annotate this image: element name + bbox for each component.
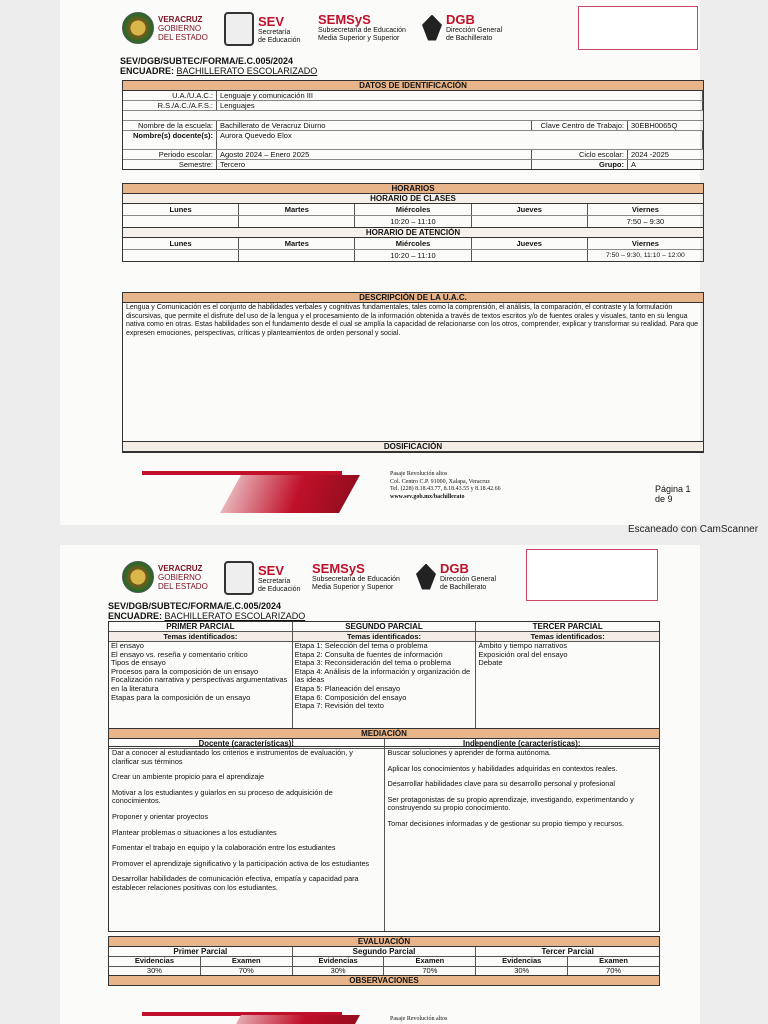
- dgb-emblem-icon: [416, 564, 436, 590]
- docente-item: Plantear problemas o situaciones a los estudiantes: [112, 827, 277, 837]
- tema-item: Tipos de ensayo: [111, 658, 166, 668]
- dgb-logo: [416, 561, 496, 592]
- tema-item: Etapa 2: Consulta de fuentes de información: [294, 649, 443, 659]
- address-line: Pasaje Revolución altos: [390, 471, 448, 477]
- docente-item: Crear un ambiente propicio para el aprendizaje: [112, 772, 265, 782]
- logo-text: de Bachillerato: [440, 584, 487, 591]
- schedule-cell: [123, 216, 239, 227]
- semsys-logo: [318, 12, 406, 43]
- parcial-header: SEGUNDO PARCIAL: [293, 622, 477, 631]
- identificacion-table: [122, 80, 704, 170]
- descripcion-table: [122, 292, 704, 453]
- header-logos: [122, 12, 562, 52]
- sev-logo: [224, 12, 300, 46]
- section-title: EVALUACIÓN: [109, 937, 659, 947]
- independiente-item: Buscar soluciones y aprender de forma autónoma.: [387, 748, 551, 757]
- schedule-cell: 10:20 – 11:10: [355, 216, 471, 227]
- eval-value: 30%: [109, 967, 201, 976]
- day-header: Miércoles: [355, 204, 471, 215]
- eval-col: Evidencias: [293, 957, 385, 966]
- field-value: Aurora Quevedo Elox: [217, 131, 703, 149]
- tema-item: Etapa 1: Selección del tema o problema: [294, 641, 428, 650]
- descripcion-text: Lengua y Comunicación es el conjunto de habilidades verbales y cognitivas fundamentales, tales como la comprensión, el análisis, la comparación, el contraste y la formulación discursivas, que permite el disfrute del uso de la lengua y el procesamiento de la información obtenida a través de textos escritos y/o de fuentes orales y visuales, tanto en su lengua nativa como en otras. Estas habilidades son el fundamento desde el cual se amplía la capacidad de relacionarse con los otros, comprender, explicar y transformar su realidad. Para que expresen emociones, perspectivas, críticas y planteamientos de orden personal y social.: [123, 303, 703, 442]
- logo-text: Subsecretaría de Educación: [312, 576, 400, 583]
- docente-item: Proponer y orientar proyectos: [112, 811, 209, 821]
- veracruz-logo: [122, 561, 208, 593]
- tema-item: Focalización narrativa y perspectivas argumentativas en la literatura: [111, 675, 288, 693]
- logo-text: GOBIERNO: [158, 572, 202, 582]
- tema-item: El ensayo vs. reseña y comentario crítico: [111, 649, 248, 659]
- day-header: Viernes: [631, 205, 659, 214]
- day-header: Jueves: [472, 238, 588, 249]
- logo-text: Media Superior y Superior: [312, 584, 394, 591]
- dgb-logo: [422, 12, 502, 43]
- section-subtitle: HORARIO DE ATENCIÓN: [123, 228, 703, 238]
- docente-item: Dar a conocer al estudiantado los criterios e instrumentos de evaluación, y clarificar sus términos: [112, 748, 353, 766]
- temas-label: Temas identificados:: [530, 632, 605, 641]
- logo-text: SEV: [258, 562, 285, 578]
- tema-item: Etapa 5: Planeación del ensayo: [294, 683, 401, 693]
- day-header: Lunes: [123, 238, 239, 249]
- logo-text: de Educación: [258, 585, 301, 593]
- docente-item: Fomentar el trabajo en equipo y la colaboración entre los estudiantes: [112, 843, 336, 853]
- logo-text: SEMSyS: [312, 561, 365, 576]
- tema-item: Exposición oral del ensayo: [478, 649, 568, 659]
- field-value: Tercero: [217, 160, 532, 169]
- eval-col: Examen: [599, 956, 628, 965]
- sev-shield-icon: [224, 12, 254, 46]
- eval-value: 70%: [201, 967, 293, 976]
- address-line: Tel. (228) 8.18.43.77, 8.18.43.55 y 8.18.42.66: [390, 486, 501, 492]
- logo-text: de Educación: [258, 36, 301, 44]
- tema-item: Etapa 4: Análisis de la información y organización de las ideas: [294, 666, 471, 685]
- doc-code-text: SEV/DGB/SUBTEC/FORMA/E.C.005/2024: [108, 601, 282, 611]
- independiente-item: Ser protagonistas de su propio aprendizaje, investigando, experimentando y construyendo su propio conocimiento.: [387, 794, 634, 813]
- schedule-cell: [472, 216, 588, 227]
- header-logos: [122, 561, 562, 601]
- eval-value: 70%: [606, 965, 622, 975]
- eval-value: 70%: [384, 967, 476, 976]
- logo-text: GOBIERNO: [158, 23, 202, 33]
- section-title: DOSIFICACIÓN: [123, 442, 703, 452]
- sev-logo: [224, 561, 300, 595]
- tema-item: Etapa 7: Revisión del texto: [294, 701, 384, 711]
- page-1: [60, 0, 700, 525]
- eval-col: Evidencias: [109, 957, 201, 966]
- eval-parcial: Segundo Parcial: [293, 947, 477, 956]
- footer-address: [390, 471, 501, 501]
- independiente-item: Aplicar los conocimientos y habilidades adquiridas en contextos reales.: [387, 763, 618, 773]
- parcial-header: PRIMER PARCIAL: [109, 622, 293, 631]
- tema-item: El ensayo: [111, 641, 144, 650]
- field-value: A: [631, 160, 637, 169]
- logo-text: DEL ESTADO: [158, 32, 208, 42]
- section-title: HORARIOS: [123, 184, 703, 194]
- veracruz-seal-icon: [122, 12, 154, 44]
- logo-text: de Bachillerato: [446, 35, 493, 42]
- eval-value: 30%: [476, 967, 568, 976]
- logo-text: VERACRUZ: [158, 14, 203, 24]
- tema-item: Etapa 3: Reconsideración del tema o problema: [294, 658, 452, 668]
- semsys-logo: [312, 561, 400, 592]
- logo-text: Dirección General: [446, 27, 503, 34]
- field-label: U.A./U.A.C.:: [123, 91, 217, 100]
- section-title: DESCRIPCIÓN DE LA U.A.C.: [123, 293, 703, 303]
- logo-text: DGB: [446, 12, 475, 27]
- docente-list: [109, 749, 385, 931]
- schedule-cell: [123, 250, 239, 261]
- docente-item: Motivar a los estudiantes y guiarlos en su proceso de adquisición de conocimientos.: [112, 787, 333, 806]
- mediacion-table: [108, 728, 660, 932]
- veracruz-logo: [122, 12, 208, 44]
- tema-item: Etapa 6: Composición del ensayo: [294, 692, 407, 702]
- independiente-item: Desarrollar habilidades clave para su desarrollo personal y profesional: [387, 779, 616, 789]
- horarios-table: [122, 183, 704, 262]
- address-line: Pasaje Revolución altos: [390, 1016, 448, 1022]
- day-header: Viernes: [631, 239, 659, 248]
- parcial-header: TERCER PARCIAL: [532, 622, 603, 631]
- logo-text: Dirección General: [440, 576, 497, 583]
- eval-col: Evidencias: [476, 957, 568, 966]
- field-value: Lenguajes: [217, 101, 703, 110]
- doc-code: [108, 601, 305, 621]
- field-label: Ciclo escolar:: [532, 150, 628, 159]
- tema-item: Etapas para la composición de un ensayo: [111, 692, 251, 702]
- doc-type-label: ENCUADRE:: [108, 611, 162, 621]
- field-value: Agosto 2024 – Enero 2025: [217, 150, 532, 159]
- footer-graphic: [220, 475, 360, 513]
- doc-code: [120, 56, 317, 76]
- independiente-list: [385, 749, 660, 931]
- temas-label: Temas identificados:: [109, 632, 293, 641]
- page-number: Página 1 de 9: [655, 484, 691, 504]
- docente-label: Docente (características):: [109, 739, 385, 748]
- field-label: Nombre(s) docente(s):: [123, 131, 217, 149]
- schedule-cell: 7:50 – 9:30: [626, 217, 665, 226]
- schedule-cell: [472, 250, 588, 261]
- page-2: [60, 545, 700, 1024]
- veracruz-seal-icon: [122, 561, 154, 593]
- logo-text: VERACRUZ: [158, 563, 203, 573]
- eval-col: Examen: [201, 957, 293, 966]
- field-value: 2024 -2025: [631, 150, 669, 159]
- day-header: Jueves: [472, 204, 588, 215]
- logo-text: SEMSyS: [318, 12, 371, 27]
- field-value: Lenguaje y comunicación III: [217, 91, 703, 100]
- doc-type-value: BACHILLERATO ESCOLARIZADO: [164, 611, 306, 621]
- tema-item: Debate: [478, 658, 503, 668]
- schedule-cell: [239, 250, 355, 261]
- doc-code-text: SEV/DGB/SUBTEC/FORMA/E.C.005/2024: [120, 56, 294, 66]
- doc-type-label: ENCUADRE:: [120, 66, 174, 76]
- day-header: Miércoles: [355, 238, 471, 249]
- section-title: OBSERVACIONES: [109, 976, 659, 985]
- section-title: MEDIACIÓN: [109, 729, 659, 739]
- eval-parcial: Tercer Parcial: [541, 947, 594, 956]
- logo-text: DGB: [440, 561, 469, 576]
- schedule-cell: 7:50 – 9:30, 11:10 – 12:00: [605, 252, 685, 259]
- blank-box: [578, 6, 698, 50]
- footer-graphic: [220, 1015, 360, 1024]
- field-label: R.S./A.C./A.F.S.:: [123, 101, 217, 110]
- tema-item: Ámbito y tiempo narrativos: [478, 641, 568, 650]
- field-value: 30EBH0065Q: [631, 121, 678, 130]
- blank-box: [526, 549, 658, 601]
- independiente-label: Independiente (características):: [463, 739, 581, 748]
- temas-label: Temas identificados:: [293, 632, 477, 641]
- schedule-cell: [239, 216, 355, 227]
- footer: [120, 1003, 700, 1024]
- field-label: Nombre de la escuela:: [123, 121, 217, 130]
- tema-item: Procesos para la composición de un ensayo: [111, 666, 259, 676]
- schedule-cell: 10:20 – 11:10: [355, 250, 471, 261]
- field-label: Clave Centro de Trabajo:: [532, 121, 628, 130]
- doc-type-value: BACHILLERATO ESCOLARIZADO: [176, 66, 318, 76]
- footer: [120, 465, 700, 515]
- independiente-item: Tomar decisiones informadas y de gestionar su propio tiempo y recursos.: [387, 818, 624, 828]
- sev-shield-icon: [224, 561, 254, 595]
- docente-item: Desarrollar habilidades de comunicación efectiva, empatía y capacidad para establecer relaciones positivas con los estudiantes.: [112, 874, 359, 892]
- logo-text: Media Superior y Superior: [318, 35, 400, 42]
- day-header: Martes: [239, 204, 355, 215]
- section-subtitle: HORARIO DE CLASES: [123, 194, 703, 204]
- day-header: Martes: [239, 238, 355, 249]
- field-label: Semestre:: [123, 160, 217, 169]
- field-value: Bachillerato de Veracruz Diurno: [217, 121, 532, 130]
- day-header: Lunes: [123, 204, 239, 215]
- footer-stripe: [142, 471, 342, 475]
- docente-item: Promover el aprendizaje significativo y la participación activa de los estudiantes: [112, 858, 370, 868]
- dgb-emblem-icon: [422, 15, 442, 41]
- logo-text: SEV: [258, 13, 285, 29]
- logo-text: Subsecretaría de Educación: [318, 27, 406, 34]
- scanner-watermark: Escaneado con CamScanner: [628, 524, 759, 535]
- eval-col: Examen: [384, 957, 476, 966]
- address-line: Col. Centro C.P. 91000, Xalapa, Veracruz: [390, 478, 490, 485]
- logo-text: DEL ESTADO: [158, 581, 208, 591]
- logo-text: Secretaría: [258, 577, 291, 585]
- section-title: DATOS DE IDENTIFICACIÓN: [123, 81, 703, 91]
- address-line: www.sev.gob.mx/bachillerato: [390, 493, 465, 500]
- field-label: Periodo escolar:: [123, 150, 217, 159]
- logo-text: Secretaría: [258, 28, 291, 36]
- eval-value: 30%: [293, 967, 385, 976]
- evaluacion-table: [108, 936, 660, 986]
- eval-parcial: Primer Parcial: [109, 947, 293, 956]
- field-label: Grupo:: [532, 160, 628, 169]
